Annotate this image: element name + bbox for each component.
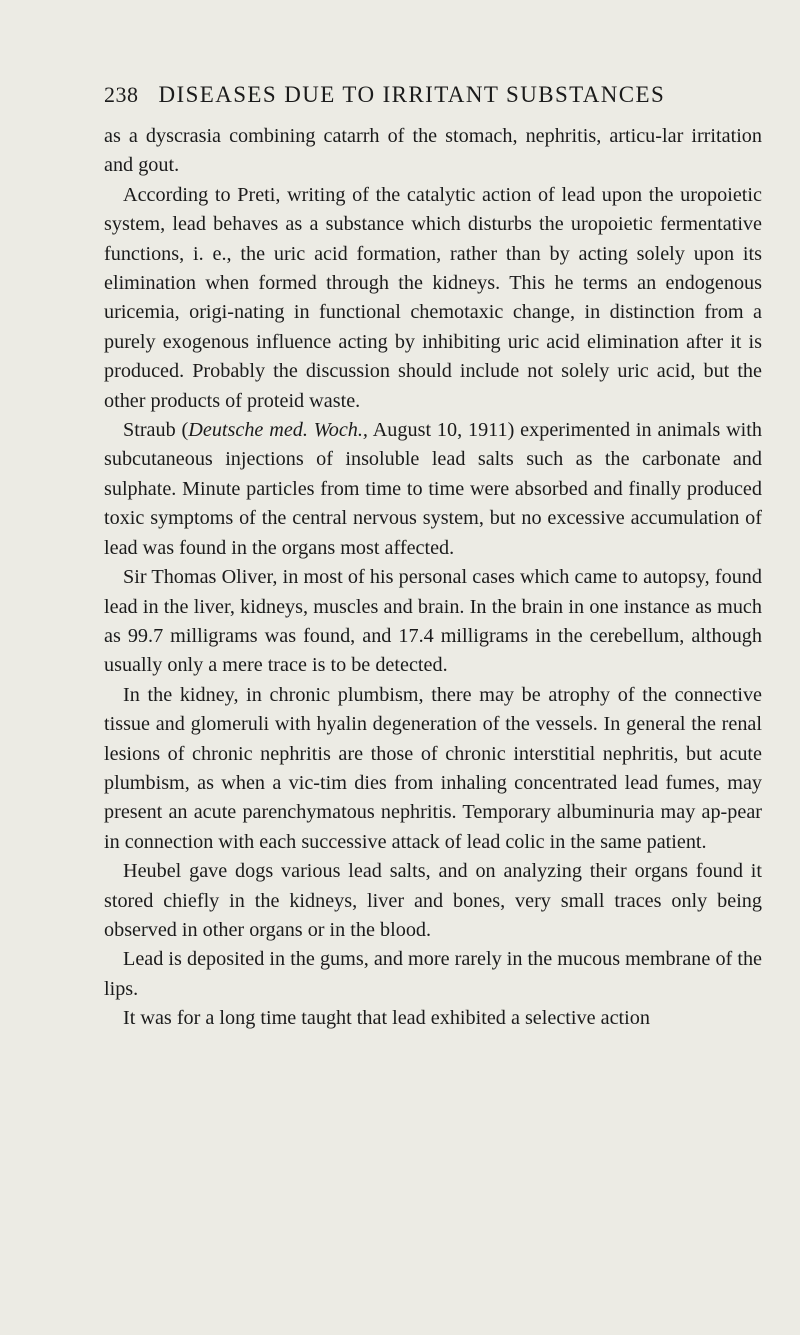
document-page (104, 82, 762, 1034)
straub-before: Straub ( (123, 419, 189, 442)
paragraph-preti: According to Preti, writing of the catalytic action of lead upon the uropoietic system, lead behaves as a substance which disturbs the uropoietic fermentative functions, i. e., the uric acid formation, rather than by acting solely upon its elimination when formed through the kidneys. This he terms an endogenous uricemia, origi-nating in functional chemotaxic change, in distinction from a purely exogenous influence acting by inhibiting uric acid elimination after it is produced. Probably the discussion should include not solely uric acid, but the other products of proteid waste. (104, 183, 762, 412)
paragraph-heubel: Heubel gave dogs various lead salts, and on analyzing their organs found it stored chiefly in the kidneys, liver and bones, very small traces only being observed in other organs or in the blood. (104, 860, 762, 941)
straub-after: August 10, 1911) experimented in animals with subcutaneous injections of insoluble lead salts such as the carbonate and sulphate. Minute particles from time to time were absorbed and finally produced toxic symptoms of the central nervous system, but no excessive accumulation of lead was found in the organs most affected. (104, 419, 762, 559)
page-number: 238 (104, 82, 139, 107)
paragraph-selective-action: It was for a long time taught that lead exhibited a selective action (123, 1007, 650, 1030)
paragraph-oliver: Sir Thomas Oliver, in most of his personal cases which came to autopsy, found lead in the liver, kidneys, muscles and brain. In the brain in one instance as much as 99.7 milligrams was found, and 17.4 milligrams in the cerebellum, although usually only a mere trace is to be detected. (104, 566, 762, 677)
journal-citation: Deutsche med. Woch., (188, 419, 368, 442)
paragraph-kidney: In the kidney, in chronic plumbism, there may be atrophy of the connective tissue and glomeruli with hyalin degeneration of the vessels. In general the renal lesions of chronic nephritis are those of chronic interstitial nephritis, but acute plumbism, as when a vic-tim dies from inhaling concentrated lead fumes, may present an acute parenchymatous nephritis. Temporary albuminuria may ap-pear in connection with each successive attack of lead colic in the same patient. (104, 683, 762, 853)
paragraph-dyscrasia: as a dyscrasia combining catarrh of the stomach, nephritis, articu-lar irritation and gout. (104, 125, 762, 177)
paragraph-straub (104, 416, 762, 563)
running-head (104, 82, 762, 122)
paragraph-gums: Lead is deposited in the gums, and more rarely in the mucous membrane of the lips. (104, 948, 762, 1000)
body-text (104, 122, 762, 1034)
running-title: DISEASES DUE TO IRRITANT SUBSTANCES (158, 82, 666, 107)
